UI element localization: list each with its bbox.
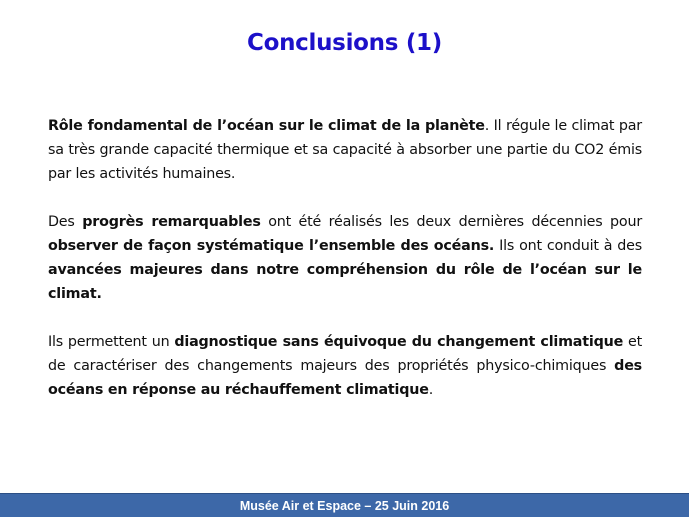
paragraph-3-run: et de caractériser des changements majeurs des propriétés physico-chimiques	[48, 334, 642, 374]
paragraph-2-run: progrès remarquables	[82, 214, 261, 230]
slide-title: Conclusions (1)	[247, 30, 442, 56]
paragraph-3	[48, 330, 642, 402]
footer-bar	[0, 493, 689, 517]
paragraph-2-run: Ils ont conduit à des	[494, 238, 642, 254]
paragraph-3-run: des océans en réponse au réchauffement climatique	[48, 358, 642, 398]
paragraph-2-run: Des	[48, 214, 83, 230]
slide-content	[48, 114, 642, 426]
paragraph-1-run: . Il régule le climat par sa très grande capacité thermique et sa capacité à absorber une partie du CO2 émis par les activités humaines.	[48, 118, 642, 182]
paragraph-2-run: avancées majeures dans notre compréhension du rôle de l’océan sur le climat.	[48, 262, 642, 302]
paragraph-3-run: .	[428, 382, 434, 398]
paragraph-2-run: ont été réalisés les deux dernières décennies pour	[260, 214, 642, 230]
paragraph-3-run: diagnostique sans équivoque du changement climatique	[174, 334, 624, 350]
paragraph-2	[48, 210, 642, 306]
paragraph-3-run: Ils permettent un	[48, 334, 175, 350]
paragraph-2-run: observer de façon systématique l’ensemble des océans.	[48, 238, 495, 254]
paragraph-1	[48, 114, 642, 186]
footer-text: Musée Air et Espace – 25 Juin 2016	[239, 498, 450, 513]
paragraph-1-run: Rôle fondamental de l’océan sur le climat de la planète	[48, 118, 485, 134]
